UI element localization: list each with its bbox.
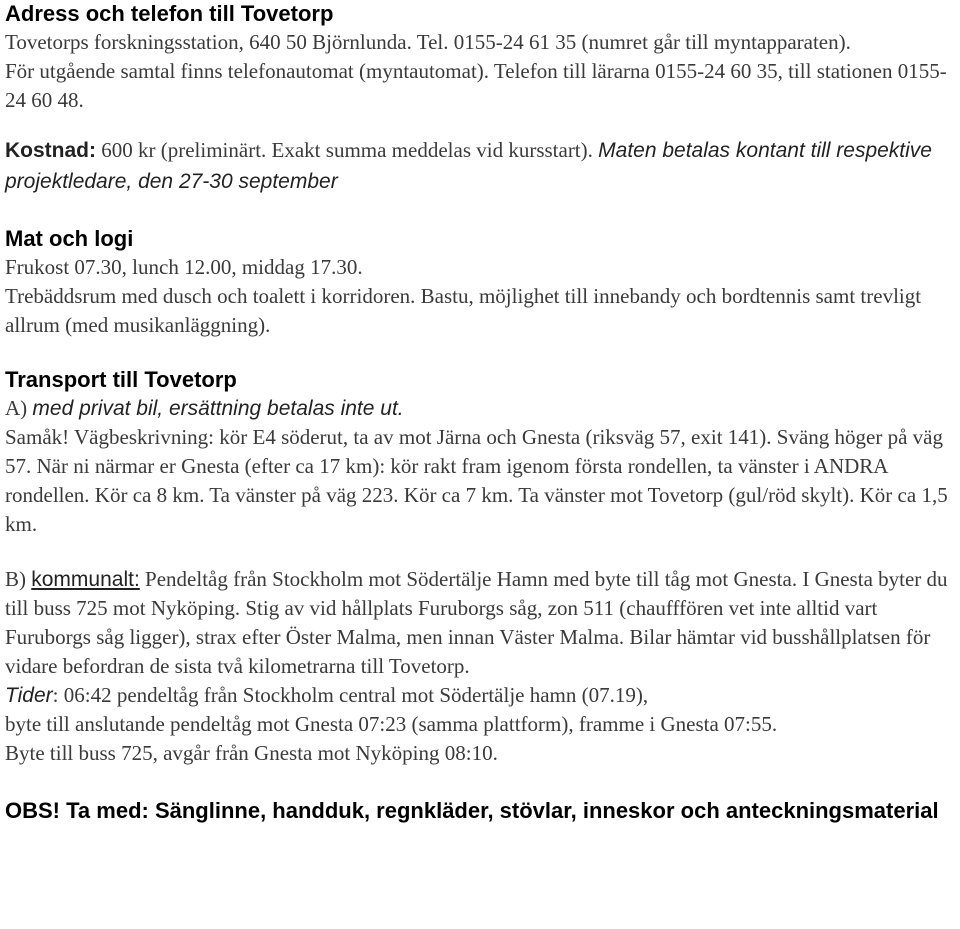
tider-line-1: 06:42 pendeltåg från Stockholm central mot Södertälje hamn (07.19),: [63, 683, 649, 707]
address-line-1: Tovetorps forskningsstation, 640 50 Björnlunda. Tel. 0155-24 61 35 (numret går till myntapparaten).: [5, 30, 851, 54]
transport-heading: Transport till Tovetorp: [5, 367, 237, 392]
cost-label: Kostnad:: [5, 139, 96, 162]
transport-option-b: [5, 565, 957, 681]
food-heading: Mat och logi: [5, 226, 134, 251]
transport-b-prefix: B): [5, 567, 32, 591]
food-lodging: Trebäddsrum med dusch och toalett i korridoren. Bastu, möjlighet till innebandy och bordtennis samt trevligt allrum (med musikanläggning).: [5, 284, 922, 337]
cost-text: 600 kr (preliminärt. Exakt summa meddelas vid kursstart).: [96, 138, 599, 162]
transport-a-text: med privat bil, ersättning betalas inte ut.: [32, 397, 404, 420]
food-meals: Frukost 07.30, lunch 12.00, middag 17.30.: [5, 255, 363, 279]
document-page: [5, 0, 957, 826]
address-line-2: För utgående samtal finns telefonautomat (myntautomat). Telefon till lärarna 0155-24 60 35, till stationen 0155-24 60 48.: [5, 59, 947, 112]
tider-line-2: byte till anslutande pendeltåg mot Gnesta 07:23 (samma plattform), framme i Gnesta 07:55.: [5, 712, 778, 736]
tider-colon: :: [52, 683, 64, 707]
cost-paragraph: [5, 135, 957, 197]
address-heading: Adress och telefon till Tovetorp: [5, 1, 334, 26]
transport-samak: Samåk! Vägbeskrivning: kör E4 söderut, ta av mot Järna och Gnesta (riksväg 57, exit 141). Sväng höger på väg 57. När ni närmar er Gnesta (efter ca 17 km): kör rakt fram igenom första rondellen, ta vänster i ANDRA rondellen. Kör ca 8 km. Ta vänster på väg 223. Kör ca 7 km. Ta vänster mot Tovetorp (gul/röd skylt). Kör ca 1,5 km.: [5, 425, 948, 536]
transport-b-text: Pendeltåg från Stockholm mot Södertälje Hamn med byte till tåg mot Gnesta. I Gnesta byter du till buss 725 mot Nyköping. Stig av vid hållplats Furuborgs såg, zon 511 (chaufffören vet inte alltid vart Furuborgs såg ligger), strax efter Öster Malma, men innan Väster Malma. Bilar hämtar vid busshållplatsen för vidare befordran de sista två kilometrarna till Tovetorp.: [5, 567, 948, 678]
tider-label: Tider: [5, 684, 53, 707]
transport-a-prefix: A): [5, 396, 33, 420]
tider-line-3: Byte till buss 725, avgår från Gnesta mot Nyköping 08:10.: [5, 741, 498, 765]
transport-option-a: [5, 394, 957, 423]
transport-tider: [5, 681, 957, 768]
cost-italic-note: Maten betalas kontant till respektive projektledare, den 27-30 september: [5, 139, 932, 193]
obs-note: OBS! Ta med: Sänglinne, handduk, regnkläder, stövlar, inneskor och anteckningsmaterial: [5, 798, 939, 823]
transport-b-label: kommunalt:: [31, 568, 140, 591]
